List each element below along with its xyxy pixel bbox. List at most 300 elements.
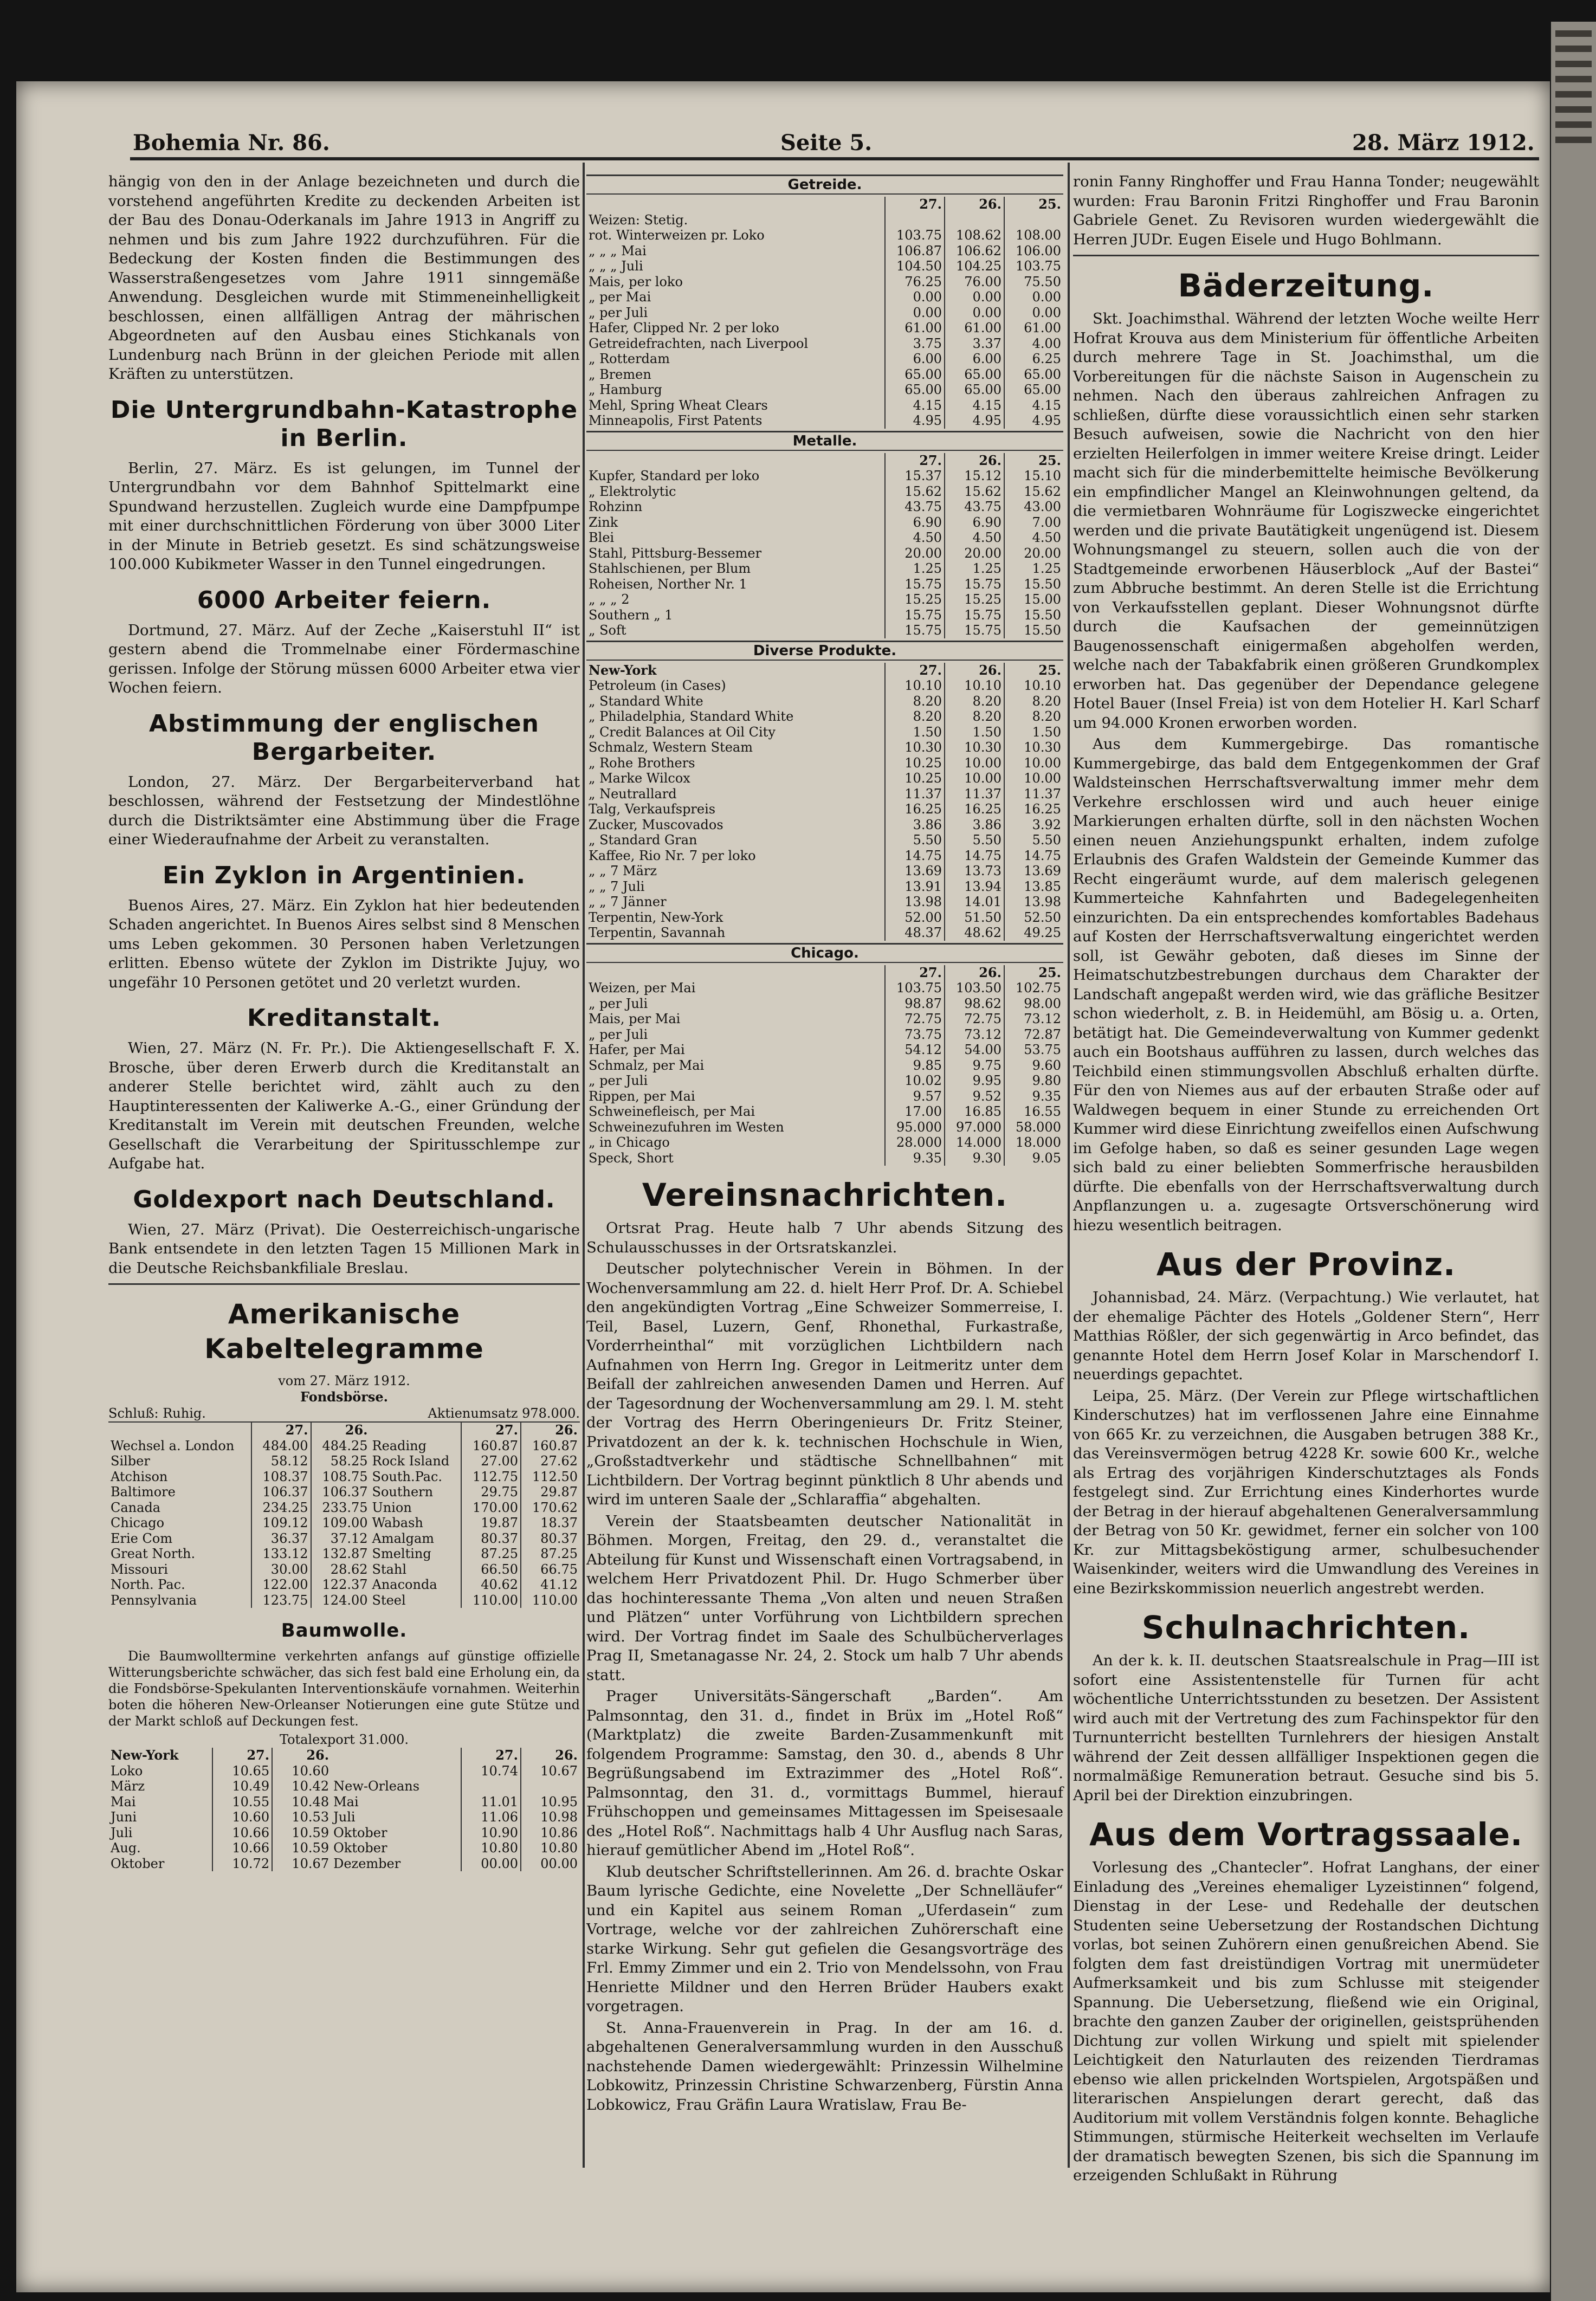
baumwolle-cell: 27.	[461, 1748, 521, 1763]
baumwolle-cell: Oktober	[111, 1856, 165, 1871]
getreide-cell: Minneapolis, First Patents	[589, 413, 763, 428]
diverse-row	[586, 863, 1063, 879]
chicago-cell: „ per Juli	[589, 1026, 648, 1042]
chicago-cell: 10.02	[885, 1073, 945, 1089]
metalle-row	[586, 499, 1063, 515]
chicago-cell: 54.00	[945, 1042, 1004, 1058]
chicago-row	[586, 1150, 1063, 1166]
getreide-cell: „ Bremen	[589, 366, 651, 382]
chicago-cell: 9.85	[885, 1058, 945, 1074]
stocks-cell: 484.00	[251, 1438, 311, 1454]
diverse-cell: 26.	[945, 663, 1004, 678]
stocks-row	[108, 1500, 580, 1516]
diverse-row	[586, 694, 1063, 709]
getreide-cell: 4.95	[945, 413, 1004, 429]
stocks-row	[108, 1484, 580, 1500]
chicago-cell: „ per Juli	[589, 996, 648, 1011]
stocks-cell: 80.37	[521, 1531, 580, 1547]
diverse-cell: „ „ 7 März	[589, 863, 657, 878]
metalle-row	[586, 530, 1063, 546]
metalle-row	[586, 484, 1063, 500]
getreide-cell: „ Rotterdam	[589, 351, 670, 366]
verein-anna-frauenverein: St. Anna-Frauenverein in Prag. In der am 16. d. abgehaltenen Generalversammlung wurden in den Ausschuß nachstehende Damen wiedergewählt: Prinzessin Wilhelmine Lobkowitz, Prinzessin Christine Schwarzenberg, Fürstin Anna Lobkowicz, Frau Gräfin Laura Wratislaw, Frau Be-	[586, 2019, 1063, 2113]
getreide-cell: 76.25	[885, 274, 945, 290]
getreide-cell: 104.50	[885, 258, 945, 274]
diverse-cell: 5.50	[945, 832, 1004, 848]
baumwolle-cell: 00.00	[461, 1856, 521, 1872]
diverse-cell: 10.00	[1004, 755, 1063, 771]
metalle-cell: 15.25	[885, 592, 945, 607]
headline-kabeltelegramme: Amerikanische Kabeltelegramme	[204, 1298, 484, 1365]
baumwolle-cell: 10.59	[272, 1825, 331, 1841]
stocks-cell: 29.87	[521, 1484, 580, 1500]
diverse-cell: 48.37	[885, 925, 945, 941]
stocks-cell: 109.00	[311, 1515, 370, 1531]
baumwolle-cell: 10.66	[212, 1840, 272, 1856]
stocks-cell: North. Pac.	[111, 1577, 185, 1592]
metalle-cell: 1.25	[945, 561, 1004, 577]
getreide-cell: rot. Winterweizen pr. Loko	[589, 228, 765, 243]
getreide-cell: 103.75	[885, 228, 945, 243]
diverse-cell: 10.30	[1004, 740, 1063, 755]
chicago-cell: 98.62	[945, 996, 1004, 1012]
metalle-cell: 6.90	[945, 515, 1004, 531]
stocks-cell: Erie Com	[111, 1530, 173, 1546]
metalle-cell: 15.62	[1004, 484, 1063, 500]
getreide-table	[586, 197, 1063, 429]
chicago-cell: 9.75	[945, 1058, 1004, 1074]
metalle-cell: 25.	[1004, 453, 1063, 469]
getreide-cell: „ Hamburg	[589, 382, 662, 397]
article-arbeiter-text: Dortmund, 27. März. Auf der Zeche „Kaiserstuhl II“ ist gestern abend die Trommelnabe einer Fördermaschine gerissen. Infolge der Störung müssen 6000 Arbeiter etwa vier Wochen feiern.	[108, 621, 580, 696]
baumwolle-cell: Oktober	[333, 1825, 387, 1840]
baumwolle-cell: 10.59	[272, 1840, 331, 1856]
diverse-cell: 13.85	[1004, 879, 1063, 895]
diverse-heading: Diverse Produkte.	[586, 641, 1063, 661]
chicago-cell: Weizen, per Mai	[589, 980, 696, 996]
metalle-row	[586, 577, 1063, 592]
metalle-cell: 15.50	[1004, 607, 1063, 623]
diverse-cell: 48.62	[945, 925, 1004, 941]
baumwolle-heading: Baumwolle.	[281, 1620, 408, 1641]
stocks-row	[108, 1546, 580, 1562]
stocks-cell: South.Pac.	[372, 1469, 443, 1484]
chicago-cell: 9.95	[945, 1073, 1004, 1089]
getreide-row	[586, 351, 1063, 367]
baumwolle-row	[108, 1856, 580, 1872]
diverse-cell: „ Credit Balances at Oil City	[589, 724, 776, 740]
chicago-cell: 9.35	[1004, 1089, 1063, 1104]
stocks-cell: Atchison	[111, 1469, 168, 1484]
stocks-row	[108, 1438, 580, 1454]
diverse-cell: 10.00	[1004, 771, 1063, 786]
stocks-cell: Chicago	[111, 1515, 165, 1530]
baumwolle-row	[108, 1840, 580, 1856]
chicago-cell: 73.12	[945, 1027, 1004, 1043]
chicago-cell: Rippen, per Mai	[589, 1088, 695, 1104]
metalle-cell: Roheisen, Norther Nr. 1	[589, 576, 747, 592]
getreide-cell: 4.95	[885, 413, 945, 429]
article-bergarbeiter-text: London, 27. März. Der Bergarbeiterverband hat beschlossen, während der Festsetzung der Mindestlöhne durch die Distriktsämter eine Abstimmung über die Frage einer Wiederaufnahme der Arbeit zu veranstalten.	[108, 773, 580, 848]
chicago-cell: 9.35	[885, 1150, 945, 1166]
chicago-cell: 98.00	[1004, 996, 1063, 1012]
umsatz-label: Aktienumsatz 978.000.	[428, 1406, 580, 1421]
stocks-cell: 132.87	[311, 1546, 370, 1562]
stocks-cell	[370, 1423, 461, 1438]
metalle-cell: 15.62	[885, 484, 945, 500]
stocks-cell: 66.50	[461, 1562, 521, 1578]
stocks-cell: 170.62	[521, 1500, 580, 1516]
metalle-cell: 7.00	[1004, 515, 1063, 531]
metalle-row	[586, 607, 1063, 623]
getreide-cell: 26.	[945, 197, 1004, 212]
baumwolle-cell: Mai	[333, 1794, 359, 1809]
stocks-cell: Wechsel a. London	[111, 1438, 235, 1453]
stocks-cell: 80.37	[461, 1531, 521, 1547]
chicago-cell: 25.	[1004, 965, 1063, 981]
verein-barden: Prager Universitäts-Sängerschaft „Barden“. Am Palmsonntag, den 31. d., findet in Brüx im „Hotel Roß“ (Marktplatz) die zweite Barden-Zusammenkunft mit folgendem Programme: Samstag, den 30. d., abends 8 Uhr Begrüßungsabend im Extrazimmer des „Hotel Roß“. Palmsonntag, den 31. d., vormittags Bummel, hierauf Frühschoppen und gemeinsames Mittagessen im Speisesaale des „Hotel Roß“. Nachmittags halb 4 Uhr Ausflug nach Saras, hierauf gemütlicher Abend im „Hotel Roß“.	[586, 1688, 1063, 1859]
metalle-cell: 15.50	[1004, 623, 1063, 638]
diverse-cell: 3.86	[885, 817, 945, 833]
headline-vortragssaal: Aus dem Vortragssaale.	[1089, 1816, 1523, 1853]
getreide-cell: „ per Juli	[589, 305, 648, 320]
article-kummergebirge-text: Aus dem Kummergebirge. Das romantische Kummergebirge, das bald dem Entgegenkommen der Graf Waldsteinschen Herrschaftsverwaltung immer mehr dem Verkehre erschlossen wird und auch heuer einige Markierungen erhalten dürfte, soll in den nächsten Wochen einen neuen Anziehungspunkt erhalten, indem zufolge Erlaubnis des Grafen Waldstein der Gemeinde Kummer das Recht eingeräumt wurde, auf dem malerisch gelegenen Kummerteiche Kahnfahrten und Badegelegenheiten einzurichten. Da ein entsprechendes komfortables Badehaus auf Kosten der Herrschaftsverwaltung eingerichtet werden soll, ist Gewähr geboten, daß dieses im Sinne der Heimatschutzbestrebungen durchaus dem Charakter der Landschaft angepaßt werden wird, wie das gräfliche Besitzer schon wiederholt, z. B. in Heidemühl, am Bösig u. a. Orten, betätigt hat. Die Gemeindeverwaltung von Kummer gedenkt auch ein Bootshaus aufführen zu lassen, durch welches das Teichbild einen stimmungsvollen Abschluß erhalten dürfte. Für den von Niemes aus auf der erbauten Straße oder auf Waldwegen bequem in einer Stunde zu erreichenden Ort Kummer wird diese Einrichtung zweifellos einen Aufschwung im Gefolge haben, so daß es seiner gesunden Lage wegen sich bald zu einer beliebten Sommerfrische herausbilden dürfte. Die ebenfalls von der Herrschaftsverwaltung durch Anpflanzungen u. a. zugesagte Ortsverschönerung wird hiezu wesentlich beitragen.	[1073, 735, 1539, 1234]
stocks-cell: 36.37	[251, 1531, 311, 1547]
baumwolle-cell: 10.65	[212, 1763, 272, 1779]
diverse-cell: 11.37	[1004, 786, 1063, 802]
baumwolle-cell: 10.55	[212, 1794, 272, 1810]
diverse-cell: 5.50	[1004, 832, 1063, 848]
metalle-cell: 20.00	[885, 546, 945, 561]
diverse-header-row	[586, 663, 1063, 678]
diverse-cell: „ „ 7 Juli	[589, 878, 645, 894]
metalle-heading: Metalle.	[586, 431, 1063, 451]
diverse-cell: Kaffee, Rio Nr. 7 per loko	[589, 848, 756, 863]
metalle-cell	[586, 453, 885, 469]
diverse-table	[586, 663, 1063, 941]
stocks-cell: 37.12	[311, 1531, 370, 1547]
baumwolle-cell: 11.06	[461, 1809, 521, 1825]
stocks-cell: 123.75	[251, 1593, 311, 1608]
diverse-cell: 13.69	[1004, 863, 1063, 879]
getreide-cell: 0.00	[1004, 305, 1063, 321]
diverse-row	[586, 925, 1063, 941]
column-2	[586, 172, 1063, 2167]
metalle-cell: Stahlschienen, per Blum	[589, 561, 751, 576]
article-kanal-text: hängig von den in der Anlage bezeichneten und durch die vorstehend angeführten Kredite zu deckenden Arbeiten ist der Bau des Donau-Oderkanals im Jahre 1913 in Angriff zu nehmen und bis zum Jahre 1922 durchzuführen. Für die Bedeckung der Kosten finden die Bestimmungen des Wasserstraßengesetzes vom Jahre 1911 sinngemäße Anwendung. Desgleichen wurde mit Stimmeneinhelligkeit beschlossen, einen allfälligen Antrag der mährischen Abgeordneten auf den Ausbau eines Stichkanals von Lundenburg nach Brünn in der gleichen Periode mit allen Kräften zu unterstützen.	[108, 173, 580, 383]
stocks-cell: 18.37	[521, 1515, 580, 1531]
chicago-cell: 16.55	[1004, 1104, 1063, 1120]
chicago-cell: 58.000	[1004, 1120, 1063, 1135]
diverse-row	[586, 848, 1063, 864]
getreide-row	[586, 212, 1063, 228]
baumwolle-cell: Aug.	[111, 1840, 141, 1856]
stocks-cell: Canada	[111, 1499, 161, 1515]
metalle-row	[586, 546, 1063, 561]
stocks-cell: 58.25	[311, 1453, 370, 1469]
getreide-row	[586, 382, 1063, 398]
getreide-heading: Getreide.	[586, 174, 1063, 195]
metalle-cell: 15.75	[885, 577, 945, 592]
getreide-cell: 106.87	[885, 243, 945, 259]
getreide-cell: Mais, per loko	[589, 274, 683, 289]
baumwolle-text: Die Baumwolltermine verkehrten anfangs auf günstige offizielle Witterungsberichte schwächer, das sich fest bald eine Erholung ein, da die Fondsbörse-Spekulanten Interventionskäufe vornahmen. Weiterhin boten die höheren New-Orleanser Notierungen eine gute Stütze und der Markt schloß auf Deckungen fest.	[108, 1649, 580, 1729]
baumwolle-export: Totalexport 31.000.	[279, 1732, 409, 1747]
diverse-cell: 10.10	[885, 678, 945, 694]
stocks-cell: 66.75	[521, 1562, 580, 1578]
diverse-cell: „ Marke Wilcox	[589, 771, 690, 786]
stocks-row	[108, 1531, 580, 1547]
metalle-cell: „ „ „ 2	[589, 592, 630, 607]
getreide-cell: 6.25	[1004, 351, 1063, 367]
stocks-cell: 484.25	[311, 1438, 370, 1454]
chicago-cell: 9.05	[1004, 1150, 1063, 1166]
metalle-cell: 15.50	[1004, 577, 1063, 592]
chicago-cell: 53.75	[1004, 1042, 1063, 1058]
stocks-cell: 122.37	[311, 1577, 370, 1593]
diverse-cell: 8.20	[1004, 694, 1063, 709]
chicago-cell: „ per Juli	[589, 1073, 648, 1088]
baumwolle-cell	[461, 1779, 521, 1794]
baumwolle-cell: New-Orleans	[333, 1779, 420, 1794]
getreide-cell: 103.75	[1004, 258, 1063, 274]
getreide-cell: 65.00	[1004, 382, 1063, 398]
chicago-cell: 98.87	[885, 996, 945, 1012]
chicago-cell: Schmalz, per Mai	[589, 1057, 705, 1073]
getreide-cell: 4.15	[1004, 398, 1063, 413]
stocks-cell: Wabash	[372, 1515, 423, 1530]
chicago-cell: 97.000	[945, 1120, 1004, 1135]
article-continued-text: ronin Fanny Ringhoffer und Frau Hanna Tonder; neugewählt wurden: Frau Baronin Fritzi Ringhoffer und Frau Baronin Gabriele Genet. Zu Revisoren wurden wiedergewählt die Herren JUDr. Eugen Eisele und Hugo Bohlmann.	[1073, 173, 1539, 248]
getreide-cell: 61.00	[885, 320, 945, 336]
diverse-cell: 13.73	[945, 863, 1004, 879]
diverse-cell: Terpentin, New-York	[589, 909, 723, 925]
stocks-cell: Baltimore	[111, 1484, 176, 1499]
chicago-cell: 26.	[945, 965, 1004, 981]
baumwolle-cell: Juli	[111, 1825, 133, 1840]
metalle-table	[586, 453, 1063, 638]
diverse-cell: 13.94	[945, 879, 1004, 895]
diverse-cell: 13.98	[885, 894, 945, 910]
diverse-cell: 27.	[885, 663, 945, 678]
chicago-cell: 72.87	[1004, 1027, 1063, 1043]
metalle-cell: Zink	[589, 514, 618, 530]
metalle-cell: 43.00	[1004, 499, 1063, 515]
getreide-row	[586, 258, 1063, 274]
chicago-cell: 16.85	[945, 1104, 1004, 1120]
getreide-row	[586, 398, 1063, 413]
metalle-cell: „ Elektrolytic	[589, 483, 676, 499]
baumwolle-cell: 10.86	[521, 1825, 580, 1841]
header-paper-name: Bohemia Nr. 86.	[133, 130, 330, 156]
stocks-cell: 40.62	[461, 1577, 521, 1593]
diverse-cell: 5.50	[885, 832, 945, 848]
stocks-row	[108, 1562, 580, 1578]
chicago-row	[586, 1120, 1063, 1135]
chicago-cell: Speck, Short	[589, 1150, 674, 1166]
baumwolle-cell: 26.	[521, 1748, 580, 1763]
verein-schriftstellerinnen: Klub deutscher Schriftstellerinnen. Am 26. d. brachte Oskar Baum lyrische Gedichte, eine Novelette „Der Schnelläufer“ und ein Kapitel aus seinem Roman „Uferdasein“ zum Vortrage, welche vor der zahlreichen Zuhörerschaft eine starke Wirkung. Sehr gut gefielen die Gesangsvorträge des Frl. Emmy Zimmer und ein 2. Trio von Mendelssohn, von Frau Henriette Mildner und den Herren Brüder Haubers exakt vorgetragen.	[586, 1863, 1063, 2015]
baumwolle-cell: 10.90	[461, 1825, 521, 1841]
metalle-cell: 20.00	[945, 546, 1004, 561]
chicago-cell: 9.60	[1004, 1058, 1063, 1074]
metalle-cell: Stahl, Pittsburg-Bessemer	[589, 545, 762, 561]
stocks-cell: 106.37	[251, 1484, 311, 1500]
getreide-cell: 104.25	[945, 258, 1004, 274]
metalle-cell: 15.25	[945, 592, 1004, 607]
stocks-header-row	[108, 1423, 580, 1438]
chicago-row	[586, 996, 1063, 1012]
chicago-cell: 103.50	[945, 980, 1004, 996]
metalle-row	[586, 468, 1063, 484]
diverse-cell: 51.50	[945, 910, 1004, 926]
baumwolle-cell: Juli	[333, 1809, 356, 1825]
getreide-row	[586, 274, 1063, 290]
diverse-cell: „ „ 7 Jänner	[589, 894, 667, 909]
diverse-cell: 16.25	[1004, 802, 1063, 817]
stocks-cell: 112.50	[521, 1469, 580, 1485]
diverse-row	[586, 755, 1063, 771]
chicago-row	[586, 1042, 1063, 1058]
baumwolle-cell: 10.66	[212, 1825, 272, 1841]
chicago-cell: Schweinezufuhren im Westen	[589, 1119, 784, 1135]
baumwolle-cell: New-York	[111, 1747, 179, 1763]
chicago-cell: 72.75	[885, 1011, 945, 1027]
chicago-cell: Hafer, per Mai	[589, 1042, 685, 1057]
getreide-cell: 0.00	[945, 289, 1004, 305]
diverse-cell: 3.92	[1004, 817, 1063, 833]
getreide-cell: Weizen: Stetig.	[589, 212, 688, 228]
diverse-row	[586, 817, 1063, 833]
getreide-cell: 25.	[1004, 197, 1063, 212]
metalle-row	[586, 561, 1063, 577]
diverse-cell: 13.91	[885, 879, 945, 895]
headline-zyklon: Ein Zyklon in Argentinien.	[162, 861, 526, 889]
diverse-row	[586, 740, 1063, 755]
getreide-cell: 106.00	[1004, 243, 1063, 259]
article-untergrundbahn-text: Berlin, 27. März. Es ist gelungen, im Tunnel der Untergrundbahn vor dem Bahnhof Spittelmarkt eine Spundwand herzustellen. Zugleich wurde eine Dampfpumpe mit einer durchschnittlichen Förderung von über 3000 Liter in der Minute in Betrieb gesetzt. Es sind schätzungsweise 100.000 Kubikmeter Wasser in den Tunnel eingedrungen.	[108, 459, 580, 573]
getreide-cell: 65.00	[1004, 367, 1063, 383]
metalle-row	[586, 592, 1063, 607]
diverse-cell: Petroleum (in Cases)	[589, 678, 726, 693]
next-page-edge	[1551, 22, 1596, 2301]
baumwolle-row	[108, 1794, 580, 1810]
getreide-cell: 6.00	[945, 351, 1004, 367]
getreide-cell: 27.	[885, 197, 945, 212]
stocks-cell: 133.12	[251, 1546, 311, 1562]
stocks-cell: Rock Island	[372, 1453, 450, 1469]
chicago-cell: 18.000	[1004, 1135, 1063, 1150]
baumwolle-cell: 00.00	[521, 1856, 580, 1872]
metalle-cell: 4.50	[1004, 530, 1063, 546]
diverse-cell: 25.	[1004, 663, 1063, 678]
chicago-header-row	[586, 965, 1063, 981]
stocks-cell: 87.25	[461, 1546, 521, 1562]
chicago-cell: 73.12	[1004, 1011, 1063, 1027]
diverse-cell: 11.37	[945, 786, 1004, 802]
diverse-cell: 10.25	[885, 755, 945, 771]
article-zyklon-text: Buenos Aires, 27. März. Ein Zyklon hat hier bedeutenden Schaden angerichtet. In Buenos Aires selbst sind 8 Menschen ums Leben gekommen. 30 Personen haben Verletzungen erlitten. Ebenso wütete der Zyklon im Distrikte Jujuy, wo ungefähr 10 Personen getötet und 20 verletzt wurden.	[108, 896, 580, 991]
getreide-cell: 4.15	[945, 398, 1004, 413]
baumwolle-cell	[331, 1748, 461, 1763]
diverse-cell: 52.00	[885, 910, 945, 926]
metalle-cell: Southern „ 1	[589, 607, 673, 623]
metalle-row	[586, 515, 1063, 531]
baumwolle-cell: 10.42	[272, 1779, 331, 1794]
article-schule-text: An der k. k. II. deutschen Staatsrealschule in Prag—III ist sofort eine Assistentenstelle für Turnen für acht wöchentliche Unterrichtsstunden zu besetzen. Der Assistent wird auch mit der Vertretung des zum Fachinspektor für den Turnunterricht bestellten Turnlehrers der hiesigen Anstalt während der Zeit dessen allfälliger Inspektionen gegen die normalmäßige Remuneration betraut. Gesuche sind bis 5. April bei der Direktion einzubringen.	[1073, 1652, 1539, 1804]
getreide-row	[586, 305, 1063, 321]
stocks-cell: Southern	[372, 1484, 434, 1499]
diverse-cell: 1.50	[1004, 725, 1063, 740]
getreide-cell: Mehl, Spring Wheat Clears	[589, 397, 768, 413]
chicago-cell: 17.00	[885, 1104, 945, 1120]
chicago-cell: 95.000	[885, 1120, 945, 1135]
chicago-cell: 9.30	[945, 1150, 1004, 1166]
diverse-cell: 8.20	[885, 709, 945, 725]
baumwolle-cell: 10.67	[521, 1763, 580, 1779]
metalle-cell: 26.	[945, 453, 1004, 469]
stocks-cell: 27.	[461, 1423, 521, 1438]
diverse-row	[586, 879, 1063, 895]
metalle-cell: 27.	[885, 453, 945, 469]
baumwolle-cell: 10.48	[272, 1794, 331, 1810]
section-rule	[1073, 255, 1539, 256]
getreide-cell: 108.00	[1004, 228, 1063, 243]
chicago-row	[586, 1135, 1063, 1150]
headline-goldexport: Goldexport nach Deutschland.	[133, 1185, 555, 1213]
header-page-number: Seite 5.	[780, 130, 873, 156]
diverse-row	[586, 678, 1063, 694]
baumwolle-cell: Dezember	[333, 1856, 401, 1871]
headline-bergarbeiter: Abstimmung der englischen Bergarbeiter.	[149, 709, 539, 766]
metalle-cell: 43.75	[885, 499, 945, 515]
article-joachimsthal-text: Skt. Joachimsthal. Während der letzten Woche weilte Herr Hofrat Krouva aus dem Ministerium für öffentliche Arbeiten durch mehrere Tage in St. Joachimsthal, um die Vorbereitungen für die nächste Saison in Augenschein zu nehmen. Nach den überaus zahlreichen Anfragen zu schließen, dürfte diese voraussichtlich einen sehr starken Besuch aufweisen, sowie die Nachricht von den hier erzielten Heilerfolgen in immer weitere Kreise dringt. Leider macht sich für die minderbemittelte heimische Bevölkerung ein empfindlicher Mangel an Kleinwohnungen geltend, da die vermietbaren Wohnräume für Logiszwecke eingerichtet werden und die private Bautätigkeit ungenügend ist. Diesem Wohnungsmangel zu steuern, sollen auch die von der Stadtgemeinde erworbenen Häuserblock „Auf der Bastei“ zum Abbruche bestimmt. An deren Stelle ist die Errichtung von Verkaufsstellen geplant. Dieser Wohnungsnot dürfte durch die Kaufsachen der gemeinnützigen Baugenossenschaft einigermaßen abgeholfen werden, welche nach der Tabakfabrik einen größeren Grundkomplex erworben hat. Das gegenüber der Dependance gelegene Hotel Bauer (Insel Freia) ist von dem Hotelier H. Karl Scharf um 94.000 Kronen erworben worden.	[1073, 310, 1539, 732]
article-leipa-text: Leipa, 25. März. (Der Verein zur Pflege wirtschaftlichen Kinderschutzes) hat im verflossenen Jahre eine Einnahme von 665 Kr. zu verzeichnen, die Ausgaben betrugen 388 Kr., das Vereinsvermögen betrug 4228 Kr. sowie 600 Kr., welche als Ertrag des vorjährigen Kinderschutztages als Fonds festgelegt sind. Zur Errichtung eines Kinderhortes wurde der Betrag in der hierauf abgehaltenen Generalversammlung der Betrag von 50 Kr. gewidmet, ferner ein solcher von 100 Kr. zur Mittagsbeköstigung armer, schulbesuchender Waisenkinder, weiters wird die Umwandlung des Vereines in eine Bezirkskommission neuerlich angestrebt werden.	[1073, 1387, 1539, 1597]
stocks-cell: 170.00	[461, 1500, 521, 1516]
getreide-cell: 0.00	[885, 289, 945, 305]
diverse-cell: 49.25	[1004, 925, 1063, 941]
headline-untergrundbahn: Die Untergrundbahn-Katastrophe in Berlin.	[110, 396, 578, 452]
baumwolle-cell: 10.49	[212, 1779, 272, 1794]
fondsboerse-status	[108, 1405, 580, 1423]
getreide-cell	[885, 212, 945, 228]
getreide-row	[586, 367, 1063, 383]
metalle-cell: 15.12	[945, 468, 1004, 484]
metalle-cell: 15.75	[945, 623, 1004, 638]
diverse-row	[586, 910, 1063, 926]
headline-vereinsnachrichten: Vereinsnachrichten.	[642, 1177, 1008, 1213]
getreide-row	[586, 336, 1063, 352]
getreide-cell: 75.50	[1004, 274, 1063, 290]
chicago-cell	[586, 965, 885, 981]
getreide-header-row	[586, 197, 1063, 212]
getreide-cell: 0.00	[945, 305, 1004, 321]
diverse-row	[586, 725, 1063, 740]
stocks-cell: 122.00	[251, 1577, 311, 1593]
metalle-cell: Blei	[589, 530, 615, 545]
diverse-cell: Terpentin, Savannah	[589, 925, 726, 940]
chicago-cell: 73.75	[885, 1027, 945, 1043]
chicago-cell: 27.	[885, 965, 945, 981]
getreide-cell: 3.75	[885, 336, 945, 352]
chicago-row	[586, 1104, 1063, 1120]
verein-ortsrat: Ortsrat Prag. Heute halb 7 Uhr abends Sitzung des Schulausschusses in der Ortsratskanzlei.	[586, 1219, 1063, 1256]
baumwolle-cell: 11.01	[461, 1794, 521, 1810]
baumwolle-cell: 10.80	[461, 1840, 521, 1856]
baumwolle-cell: 26.	[272, 1748, 331, 1763]
metalle-header-row	[586, 453, 1063, 469]
diverse-cell: 10.10	[1004, 678, 1063, 694]
